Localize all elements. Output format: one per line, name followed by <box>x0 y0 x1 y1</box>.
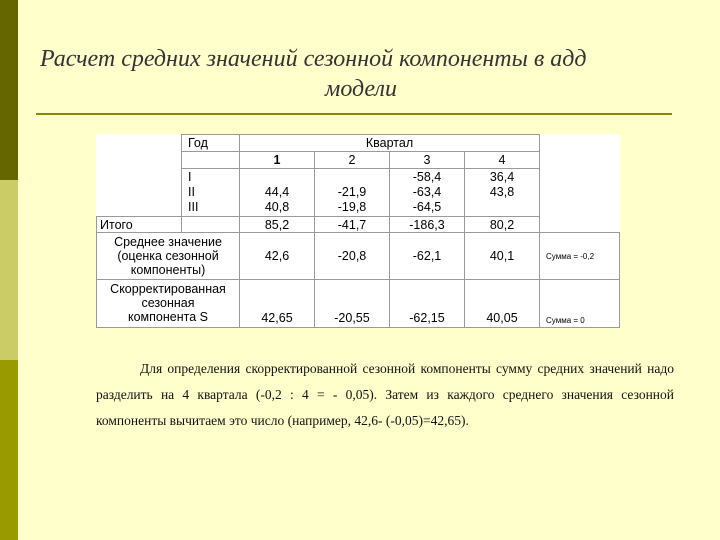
header-quarter: Квартал <box>240 135 540 152</box>
adjusted-q3: -62,15 <box>390 280 465 328</box>
total-q1: 85,2 <box>240 217 315 233</box>
slide-title <box>40 44 720 104</box>
quarter-1-values: 44,4 40,8 <box>240 169 315 217</box>
quarter-1-header: 1 <box>240 152 315 169</box>
header-year: Год <box>182 135 240 152</box>
table-quarters-row <box>97 152 620 169</box>
adjusted-q4: 40,05 <box>465 280 540 328</box>
mean-q3: -62,1 <box>390 233 465 280</box>
total-q4: 80,2 <box>465 217 540 233</box>
table-adjusted-row <box>97 280 620 328</box>
adjusted-q2: -20,55 <box>315 280 390 328</box>
adjusted-q1: 42,65 <box>240 280 315 328</box>
quarter-3-header: 3 <box>390 152 465 169</box>
quarter-2-header: 2 <box>315 152 390 169</box>
explanation-text: Для определения скорректированной сезонной компоненты сумму средних значений надо разделить на 4 квартала (-0,2 : 4 = - 0,05). Затем из каждого среднего значения сезонной компоненты вычитаем это число (например, 42,6- (-0,05)=42,65). <box>96 361 674 428</box>
decorative-side-bar-middle <box>0 180 18 360</box>
table-total-row <box>97 217 620 233</box>
quarter-2-values: -21,9 -19,8 <box>315 169 390 217</box>
quarter-4-values: 36,4 43,8 <box>465 169 540 217</box>
table-mean-row <box>97 233 620 280</box>
total-q3: -186,3 <box>390 217 465 233</box>
title-divider <box>36 113 672 115</box>
slide-title-line1: Расчет средних значений сезонной компоненты в адд <box>40 46 587 72</box>
quarter-4-header: 4 <box>465 152 540 169</box>
slide-title-line2: модели <box>325 76 397 102</box>
sum-adjusted-note: Сумма = 0 <box>540 280 620 328</box>
explanation-paragraph <box>96 356 674 434</box>
total-q2: -41,7 <box>315 217 390 233</box>
mean-q1: 42,6 <box>240 233 315 280</box>
seasonal-component-table <box>96 134 620 328</box>
decorative-side-bar-bottom <box>0 360 18 540</box>
table-years-row <box>97 169 620 217</box>
sum-mean-note: Сумма = -0,2 <box>540 233 620 280</box>
adjusted-label: Скорректированная сезонная компонента S <box>97 280 240 328</box>
mean-q2: -20,8 <box>315 233 390 280</box>
mean-label: Среднее значение (оценка сезонной компоненты) <box>97 233 240 280</box>
total-label: Итого <box>97 217 182 233</box>
table-header-row <box>97 135 620 152</box>
year-labels: I II III <box>182 169 240 217</box>
mean-q4: 40,1 <box>465 233 540 280</box>
quarter-3-values: -58,4 -63,4 -64,5 <box>390 169 465 217</box>
decorative-side-bar-top <box>0 0 18 180</box>
